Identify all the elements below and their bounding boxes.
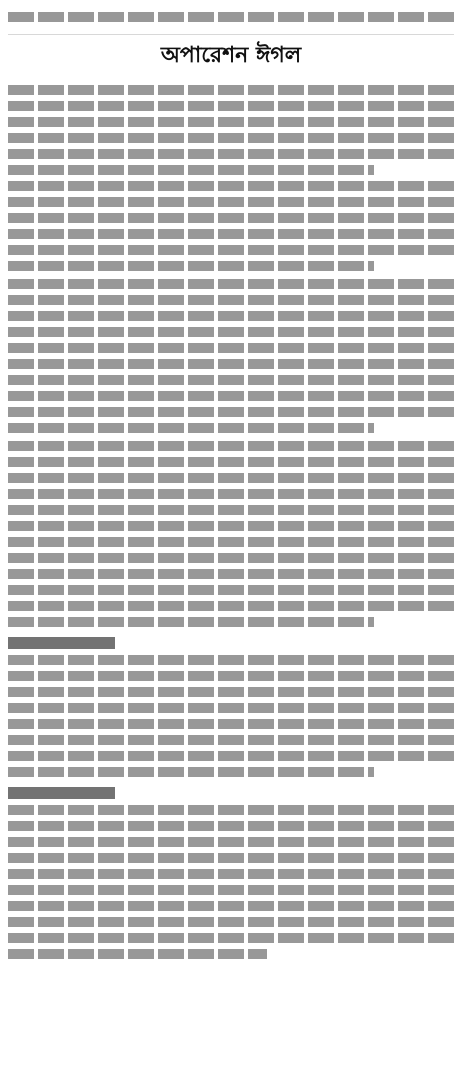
subhead-placeholder [8, 637, 115, 649]
paragraph-line [8, 735, 454, 745]
paragraph-line [8, 423, 374, 433]
paragraph-line [8, 391, 454, 401]
subhead-placeholder [8, 787, 115, 799]
paragraph-line [8, 585, 454, 595]
paragraph-line [8, 279, 454, 289]
paragraph-line [8, 489, 454, 499]
paragraph-line [8, 149, 454, 159]
paragraph-3 [8, 441, 454, 627]
paragraph-line [8, 601, 454, 611]
top-snippet [8, 12, 454, 35]
paragraph-line [8, 85, 454, 95]
paragraph-2 [8, 279, 454, 433]
article-body [8, 79, 454, 1082]
paragraph-line [8, 407, 454, 417]
paragraph-line [8, 181, 454, 191]
paragraph-line [8, 837, 454, 847]
paragraph-line [8, 441, 454, 451]
paragraph-line [8, 853, 454, 863]
paragraph-line [8, 917, 454, 927]
paragraph-line [8, 687, 454, 697]
paragraph-line [8, 869, 454, 879]
paragraph-line [8, 375, 454, 385]
paragraph-line [8, 311, 454, 321]
paragraph-line [8, 229, 454, 239]
paragraph-line [8, 617, 374, 627]
paragraph-line [8, 655, 454, 665]
paragraph-line [8, 805, 454, 815]
paragraph-line [8, 821, 454, 831]
paragraph-line [8, 901, 454, 911]
paragraph-line [8, 197, 454, 207]
paragraph-line [8, 751, 454, 761]
paragraph-line [8, 719, 454, 729]
top-snippet-line [8, 12, 454, 22]
paragraph-line [8, 473, 454, 483]
paragraph-1 [8, 85, 454, 271]
paragraph-line [8, 457, 454, 467]
paragraph-line [8, 671, 454, 681]
paragraph-line [8, 933, 454, 943]
paragraph-line [8, 505, 454, 515]
paragraph-line [8, 343, 454, 353]
paragraph-5 [8, 805, 454, 959]
paragraph-4 [8, 655, 454, 777]
paragraph-line [8, 537, 454, 547]
paragraph-line [8, 885, 454, 895]
paragraph-line [8, 327, 454, 337]
paragraph-line [8, 261, 374, 271]
paragraph-line [8, 521, 454, 531]
paragraph-line [8, 117, 454, 127]
paragraph-line [8, 703, 454, 713]
paragraph-line [8, 295, 454, 305]
paragraph-line [8, 101, 454, 111]
paragraph-line [8, 949, 267, 959]
article-headline: অপারেশন ঈগল [160, 42, 302, 68]
paragraph-line [8, 359, 454, 369]
paragraph-line [8, 165, 374, 175]
paragraph-line [8, 213, 454, 223]
paragraph-line [8, 553, 454, 563]
paragraph-line [8, 569, 454, 579]
paragraph-line [8, 245, 454, 255]
paragraph-line [8, 767, 374, 777]
paragraph-line [8, 133, 454, 143]
